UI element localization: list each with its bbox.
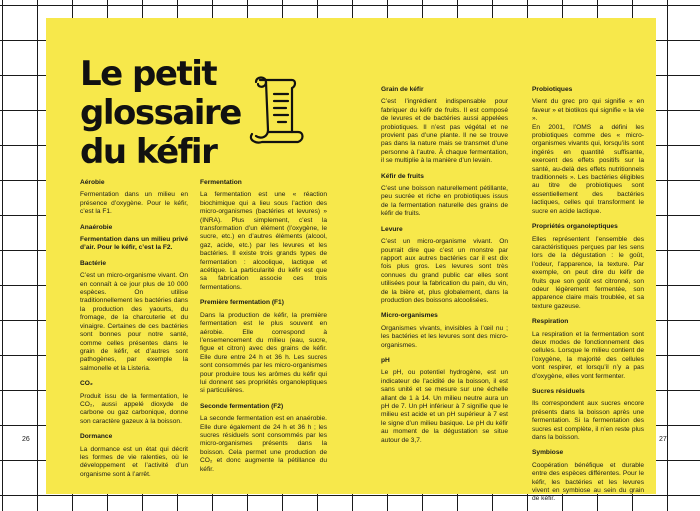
page-title (80, 55, 241, 172)
entry-respiration (532, 318, 644, 381)
entry-heading: Kéfir de fruits (381, 172, 424, 180)
page-number-left: 26 (22, 436, 30, 443)
entry-seconde-fermentation (200, 403, 327, 474)
entry-heading: Symbiose (532, 449, 564, 457)
entry-grain-de-kefir (381, 86, 508, 166)
entry-probiotiques (532, 86, 644, 216)
entry-text: Organismes vivants, invisibles à l’œil nu ; les bactéries et les levures sont des micro-organismes. (381, 324, 508, 349)
entry-text: C’est un micro-organisme vivant. On pourrait dire que c’est un monstre par rapport aux autres bactéries car il est dix fois plus gros. Les levures sont très connues du grand public car elles sont utilisées pour la fabrication du pain, du vin, de la bière et, plus globalement, dans la production des boissons alcoolisées. (381, 238, 508, 304)
entry-text: Produit issu de la fermentation, le CO₂, aussi appelé dioxyde de carbone ou gaz carbonique, donne son caractère gazeux à la boisson. (80, 392, 188, 425)
entry-text: C’est l’ingrédient indispensable pour fabriquer du kéfir de fruits. Il est composé de levures et de bactéries aussi appelées probiotiques. Il n’est pas végétal et ne provient pas d’une plante. Il ne se trouve pas dans la nature mais se transmet d’une personne à l’autre. À chaque fermentation, il se multiplie à la manière d’un levain. (381, 98, 508, 165)
entry-text: C’est un micro-organisme vivant. On en connaît à ce jour plus de 10 000 espèces. On utilise traditionnellement les bactéries dans la production des yaourts, du fromage, de la charcuterie et du vinaigre. Certaines de ces bactéries sont bonnes pour notre santé, comme celles présentes dans le grain de kéfir, et d’autres sont pathogènes, par exemple la salmonelle et la Listeria. (80, 272, 188, 372)
glossary-column-2 (200, 179, 327, 481)
title-line-3: du kéfir (80, 132, 217, 172)
entry-micro-organismes (381, 312, 508, 350)
entry-heading: Sucres résiduels (532, 388, 585, 395)
entry-text: La fermentation est une « réaction biochimique qui a lieu sous l’action des micro-organismes (bactéries et levures) » (INRA). Plus simplement, c’est la transformation d’un élément (l’oxygène, le sucre, etc.) en d’autres éléments (alcool, gaz, acide, etc.) par les levures et les bactéries. Il existe trois grands types de fermentation : alcoolique, lactique et acétique. La particularité du kéfir est que sa fabrication associe ces trois fermentations. (200, 191, 327, 291)
glossary-column-4 (532, 86, 644, 511)
entry-text: Fermentation dans un milieu privé d’air. Pour le kéfir, c’est la F2. (80, 236, 188, 252)
entry-aerobie (80, 179, 188, 217)
entry-symbiose (532, 449, 644, 503)
glossary-column-3 (381, 86, 508, 452)
entry-ph (381, 357, 508, 445)
entry-text: Fermentation dans un milieu en présence d’oxygène. Pour le kéfir, c’est la F1. (80, 191, 188, 216)
entry-heading: CO₂ (80, 380, 93, 388)
entry-bacterie (80, 260, 188, 373)
entry-premiere-fermentation (200, 299, 327, 395)
entry-text: La respiration et la fermentation sont deux modes de fonctionnement des cellules. Lorsque le milieu contient de l’oxygène, la majorité des cellules vont respirer, et lorsqu’il n’y a pas d’oxygène, elles vont fermenter. (532, 330, 644, 380)
entry-heading: Grain de kéfir (381, 86, 424, 93)
entry-text: Elles représentent l’ensemble des caractéristiques perçues par les sens lors de la dégustation : le goût, l’odeur, l’apparence, la texture. Par exemple, on peut dire du kéfir de fruits que son goût est citronné, son odeur légèrement fermentée, son apparence claire mais troublée, et sa texture gazeuse. (532, 235, 644, 310)
entry-heading: Aérobie (80, 179, 105, 186)
entry-heading: Fermentation (200, 179, 242, 186)
entry-text: Dans la production de kéfir, la première fermentation est le plus souvent en aérobie. Elle correspond à l’ensemencement du milieu (eau, sucre, figue et citron) avec des grains de kéfir. Elle dure entre 24 h et 36 h. Les sucres sont consommés par les micro-organismes pour produire tous les arômes du kéfir qui lui donnent ses propriétés organoleptiques si particulières. (200, 311, 327, 395)
title-line-2: glossaire (80, 93, 241, 133)
entry-heading: Micro-organismes (381, 312, 438, 320)
entry-heading: Première fermentation (F1) (200, 299, 284, 307)
entry-proprietes-organoleptiques (532, 223, 644, 311)
entry-co2 (80, 380, 188, 426)
entry-heading: Probiotiques (532, 86, 573, 93)
entry-text: La seconde fermentation est en anaérobie. Elle dure également de 24 h et 36 h ; les sucres résiduels sont consommés par les micro-organismes présents dans la boisson. Cela permet une production de CO₂ et donc augmente la pétillance du kéfir. (200, 415, 327, 473)
entry-heading: Propriétés organoleptiques (532, 223, 618, 231)
entry-levure (381, 226, 508, 306)
entry-text: Ils correspondent aux sucres encore présents dans la boisson après une fermentation. Si la fermentation des sucres est complète, il n’en reste plus dans la boisson. (532, 400, 644, 442)
entry-heading: Anaérobie (80, 223, 113, 231)
entry-text: La dormance est un état qui décrit les formes de vie ralenties, où le développement et l’activité d’un organisme sont à l’arrêt. (80, 445, 188, 478)
entry-text: Le pH, ou potentiel hydrogène, est un indicateur de l’acidité de la boisson, il est sans unité et se mesure sur une échelle allant de 1 à 14. Un milieu neutre aura un pH de 7. Un pH inférieur à 7 signifie que le milieu est acide et un pH supérieur à 7 est le signe d’un milieu basique. Le pH du kéfir au moment de la dégustation se situe autour de 3,7. (381, 369, 508, 444)
entry-text: Coopération bénéfique et durable entre des espèces différentes. Pour le kéfir, les bactéries et les levures vivent en symbiose au sein du grain de kéfir. (532, 461, 644, 503)
title-line-1: Le petit (80, 54, 217, 94)
entry-heading: Dormance (80, 433, 113, 441)
scroll-icon (246, 74, 308, 146)
entry-text: Vient du grec pro qui signifie « en faveur » et biotikos qui signifie « la vie ». En 2001, l’OMS a défini les probiotiques comme des « micro-organismes vivants qui, lorsqu’ils sont ingérés en quantité suffisante, exercent des effets positifs sur la santé, au-delà des effets nutritionnels traditionnels ». Les bactéries éligibles au titre de probiotiques sont essentiellement des bactéries lactiques, celles qui transforment le sucre en acide lactique. (532, 98, 644, 215)
entry-fermentation (200, 179, 327, 292)
entry-sucres-residuels (532, 388, 644, 442)
entry-text: C’est une boisson naturellement pétillante, peu sucrée et riche en probiotiques issus de la fermentation naturelle des grains de kéfir de fruits. (381, 185, 508, 218)
entry-heading: Respiration (532, 318, 569, 326)
entry-dormance (80, 433, 188, 479)
entry-heading: Levure (381, 225, 403, 233)
entry-anaerobie (80, 224, 188, 253)
entry-heading: pH (381, 356, 390, 364)
entry-heading: Seconde fermentation (F2) (200, 402, 284, 410)
page-number-right: 27 (659, 436, 667, 443)
glossary-column-1 (80, 179, 188, 486)
entry-kefir-de-fruits (381, 173, 508, 219)
entry-heading: Bactérie (80, 259, 107, 267)
